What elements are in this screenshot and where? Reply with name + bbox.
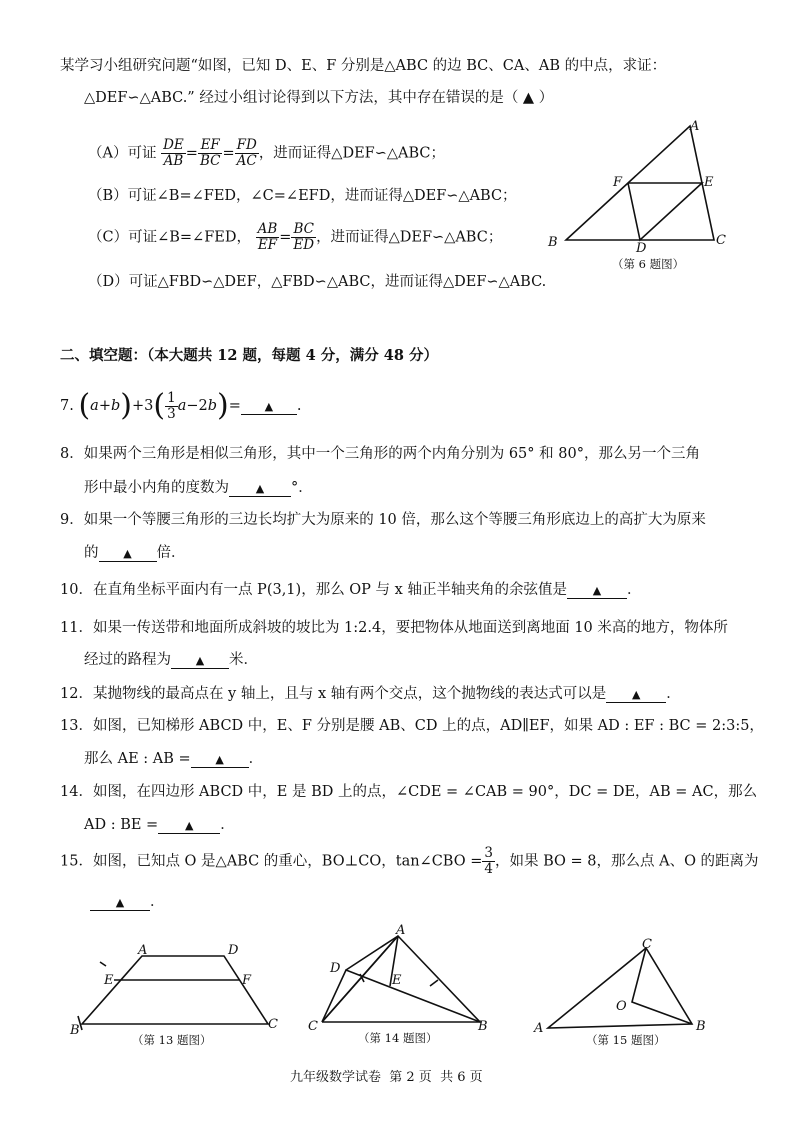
q7: 7. (a+b)+3( $\frac{1}{3}$ a−2b)= ▲ . xyxy=(60,388,302,423)
q15-fraction: $\frac{3}{4}$ xyxy=(484,845,493,877)
q6-option-a-fraction-2: $\frac{EF}{BC}$ xyxy=(199,137,221,169)
q6-option-c-fraction-1: $\frac{AB}{EF}$ xyxy=(257,221,278,253)
q9-line1: 9．如果一个等腰三角形的三边长均扩大为原来的 10 倍，那么这个等腰三角形底边上的高扩大为原来 xyxy=(60,512,706,528)
fig14-label-d: D xyxy=(330,961,341,976)
q6-option-b: （B）可证∠B=∠FED，∠C=∠EFD，进而证得△DEF∽△ABC； xyxy=(88,188,517,204)
q14-line2: AD : BE = ▲ ． xyxy=(84,817,235,833)
q15-figure-caption: （第 15 题图） xyxy=(586,1033,666,1047)
q14-figure-caption: （第 14 题图） xyxy=(358,1031,438,1045)
q13-figure xyxy=(60,940,290,1040)
fig6-label-e: E xyxy=(704,175,714,190)
fig6-label-f: F xyxy=(613,175,623,190)
q6-stem-line1: 某学习小组研究问题“如图，已知 D、E、F 分别是△ABC 的边 BC、CA、AB 的中点，求证： xyxy=(60,58,667,74)
q8-line2: 形中最小内角的度数为 ▲ °． xyxy=(84,480,313,496)
q15-figure xyxy=(528,934,728,1034)
q8-line1: 8．如果两个三角形是相似三角形，其中一个三角形的两个内角分别为 65° 和 80°，那么另一个三角 xyxy=(60,446,700,462)
q12-answer-blank[interactable]: ▲ xyxy=(606,686,666,703)
segment-ca xyxy=(322,936,398,1022)
trapezoid-abcd xyxy=(82,956,268,1024)
fig13-label-e: E xyxy=(104,973,114,988)
section-heading-fill-in: 二、填空题：（本大题共 12 题，每题 4 分，满分 48 分） xyxy=(60,347,438,364)
q6-option-a-fraction-3: $\frac{FD}{AC}$ xyxy=(236,137,257,169)
q14-figure xyxy=(300,922,500,1032)
fig6-label-c: C xyxy=(716,233,726,248)
q6-option-a: （A）可证 $\frac{DE}{AB}$ = $\frac{EF}{BC}$ = $\frac{FD}{AC}$ ，进而证得△DEF∽△ABC； xyxy=(88,137,446,169)
q6-option-a-fraction-1: $\frac{DE}{AB}$ xyxy=(163,137,184,169)
q13-line1: 13．如图，已知梯形 ABCD 中，E、F 分别是腰 AB、CD 上的点，AD∥EF，如果 AD : EF : BC = 2:3:5， xyxy=(60,718,764,734)
tick-mark xyxy=(100,962,106,966)
q6-option-c-fraction-2: $\frac{BC}{ED}$ xyxy=(293,221,315,253)
fig14-label-b: B xyxy=(478,1019,488,1032)
fig6-label-a: A xyxy=(690,119,700,134)
q11-line2: 经过的路程为 ▲ 米． xyxy=(84,652,258,668)
tick-mark xyxy=(430,980,438,986)
fig15-label-b: B xyxy=(696,1019,706,1034)
q14-answer-blank[interactable]: ▲ xyxy=(158,817,220,834)
q7-fraction: $\frac{1}{3}$ xyxy=(167,389,176,422)
fig13-label-d: D xyxy=(228,943,239,958)
q14-line1: 14．如图，在四边形 ABCD 中，E 是 BD 上的点，∠CDE = ∠CAB = 90°，DC = DE，AB = AC，那么 xyxy=(60,784,758,800)
q6-figure-caption: （第 6 题图） xyxy=(612,257,685,271)
q6-option-c: （C）可证∠B=∠FED， $\frac{AB}{EF}$ = $\frac{BC}{ED}$ ，进而证得△DEF∽△ABC； xyxy=(88,221,503,253)
triangle-def xyxy=(628,183,702,240)
fig6-label-d: D xyxy=(636,241,647,256)
q11-answer-blank[interactable]: ▲ xyxy=(171,652,229,669)
fig13-label-f: F xyxy=(242,973,252,988)
q9-answer-blank[interactable]: ▲ xyxy=(99,545,157,562)
q13-figure-caption: （第 13 题图） xyxy=(132,1033,212,1047)
q13-answer-blank[interactable]: ▲ xyxy=(191,751,249,768)
q6-option-d: （D）可证△FBD∽△DEF，△FBD∽△ABC，进而证得△DEF∽△ABC. xyxy=(88,274,547,290)
fig13-label-c: C xyxy=(268,1017,278,1032)
q12: 12．某抛物线的最高点在 y 轴上，且与 x 轴有两个交点，这个抛物线的表达式可以是 ▲ ． xyxy=(60,686,681,702)
q10: 10．在直角坐标平面内有一点 P(3,1)，那么 OP 与 x 轴正半轴夹角的余弦值是 ▲ ． xyxy=(60,582,642,598)
q9-line2: 的 ▲ 倍． xyxy=(84,545,186,561)
q7-answer-blank[interactable]: ▲ xyxy=(241,398,297,415)
fig14-label-e: E xyxy=(392,973,402,988)
fig14-label-a: A xyxy=(396,923,406,938)
fig13-label-a: A xyxy=(138,943,148,958)
fig15-label-o: O xyxy=(616,999,627,1014)
q10-answer-blank[interactable]: ▲ xyxy=(567,582,627,599)
q15-answer-blank[interactable]: ▲ xyxy=(90,894,150,911)
page-footer: 九年级数学试卷 第 2 页 共 6 页 xyxy=(290,1070,483,1085)
q15-line1: 15．如图，已知点 O 是△ABC 的重心，BO⊥CO，tan∠CBO = $\frac{3}{4}$ ，如果 BO = 8，那么点 A、O 的距离为 xyxy=(60,845,759,877)
q11-line1: 11．如果一传送带和地面所成斜坡的坡比为 1:2.4，要把物体从地面送到离地面 10 米高的地方，物体所 xyxy=(60,620,728,636)
q6-stem-line2: △DEF∽△ABC.” 经过小组讨论得到以下方法，其中存在错误的是（ ▲ ） xyxy=(84,90,554,106)
q15-line2: ▲ ． xyxy=(90,892,165,912)
q13-line2: 那么 AE : AB = ▲ ． xyxy=(84,751,264,767)
fig15-label-a: A xyxy=(534,1021,544,1034)
q8-answer-blank[interactable]: ▲ xyxy=(229,480,291,497)
fig6-label-b: B xyxy=(548,235,558,250)
fig14-label-c: C xyxy=(308,1019,318,1032)
fig15-label-c: C xyxy=(642,937,652,952)
segments-co-ob xyxy=(632,948,692,1024)
q6-figure xyxy=(540,116,740,276)
fig13-label-b: B xyxy=(70,1023,80,1038)
